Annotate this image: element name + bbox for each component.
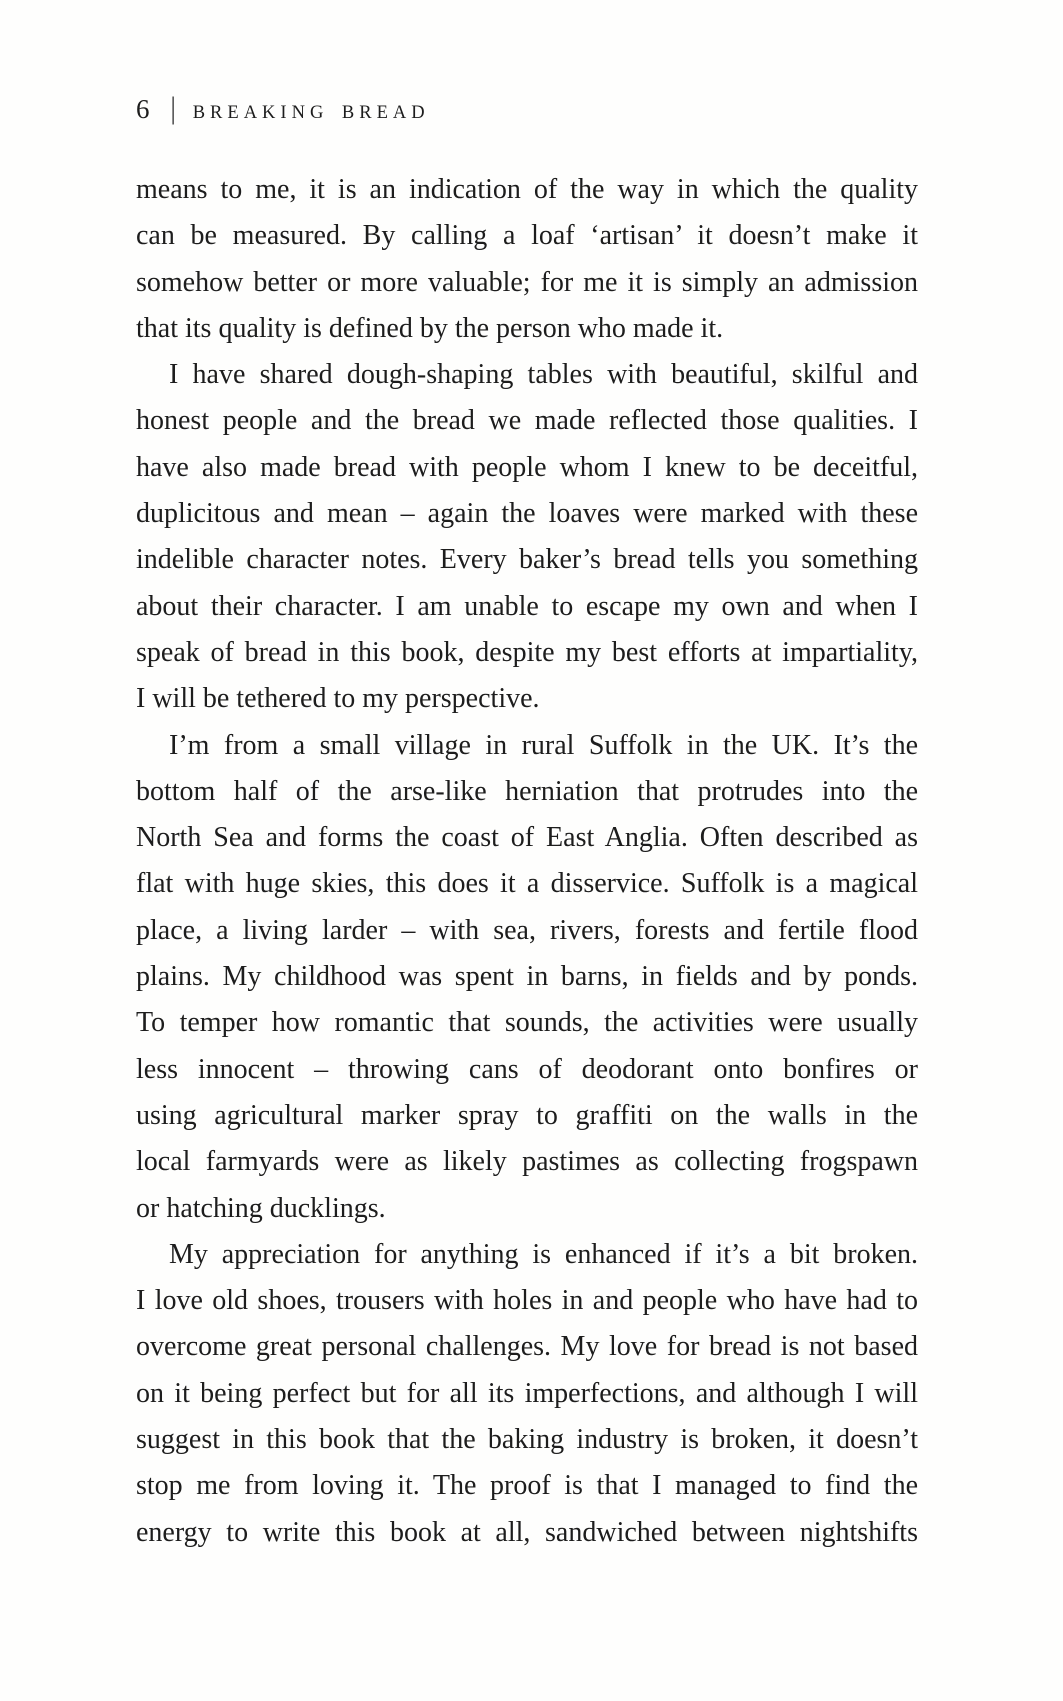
- text-line: stop me from loving it. The proof is that I managed to find the: [136, 1470, 918, 1502]
- text-line: plains. My childhood was spent in barns, in fields and by ponds.: [136, 961, 918, 993]
- page-header: [136, 90, 430, 126]
- text-line: place, a living larder – with sea, rivers, forests and fertile flood: [136, 914, 918, 946]
- text-line: I’m from a small village in rural Suffolk in the UK. It’s the: [169, 729, 918, 761]
- text-line: means to me, it is an indication of the way in which the quality: [136, 174, 918, 205]
- text-line: can be measured. By calling a loaf ‘artisan’ it doesn’t make it: [136, 220, 918, 252]
- text-line: somehow better or more valuable; for me it is simply an admission: [136, 266, 918, 298]
- text-line: bottom half of the arse-like herniation that protrudes into the: [136, 775, 918, 807]
- text-line: flat with huge skies, this does it a disservice. Suffolk is a magical: [136, 868, 918, 900]
- text-line: less innocent – throwing cans of deodorant onto bonfires or: [136, 1053, 918, 1085]
- text-line: about their character. I am unable to escape my own and when I: [136, 590, 918, 622]
- text-line: local farmyards were as likely pastimes as collecting frogspawn: [136, 1146, 918, 1178]
- text-line: energy to write this book at all, sandwiched between nightshifts: [136, 1516, 918, 1548]
- text-line: I will be tethered to my perspective.: [136, 683, 540, 715]
- text-line: duplicitous and mean – again the loaves were marked with these: [136, 498, 918, 530]
- text-line: on it being perfect but for all its imperfections, and although I will: [136, 1377, 918, 1409]
- text-line: indelible character notes. Every baker’s bread tells you something: [136, 544, 918, 576]
- text-line: My appreciation for anything is enhanced if it’s a bit broken.: [169, 1238, 918, 1270]
- text-line: overcome great personal challenges. My love for bread is not based: [136, 1331, 918, 1363]
- text-line: that its quality is defined by the person who made it.: [136, 312, 724, 344]
- body-text: [136, 167, 918, 1556]
- text-line: have also made bread with people whom I knew to be deceitful,: [136, 451, 918, 483]
- text-line: or hatching ducklings.: [136, 1192, 386, 1224]
- text-line: suggest in this book that the baking industry is broken, it doesn’t: [136, 1424, 918, 1456]
- text-line: using agricultural marker spray to graffiti on the walls in the: [136, 1099, 918, 1131]
- text-line: To temper how romantic that sounds, the activities were usually: [136, 1007, 918, 1039]
- header-divider: |: [170, 90, 176, 125]
- text-line: I have shared dough-shaping tables with beautiful, skilful and: [169, 359, 918, 391]
- text-line: I love old shoes, trousers with holes in and people who have had to: [136, 1285, 918, 1317]
- running-head: BREAKING BREAD: [192, 103, 430, 123]
- text-line: speak of bread in this book, despite my best efforts at impartiality,: [136, 636, 918, 668]
- text-line: honest people and the bread we made reflected those qualities. I: [136, 405, 918, 437]
- page-number: 6: [136, 94, 151, 124]
- text-line: North Sea and forms the coast of East Anglia. Often described as: [136, 822, 918, 854]
